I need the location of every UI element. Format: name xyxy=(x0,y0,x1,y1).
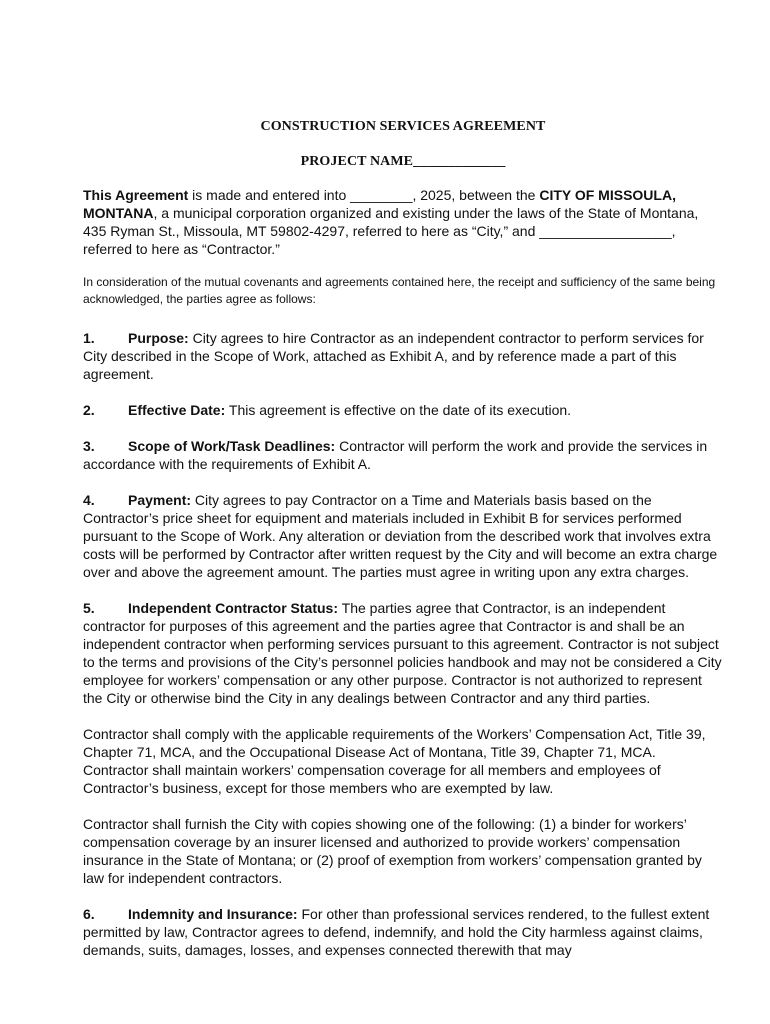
section-independent-contractor xyxy=(83,599,723,707)
consideration-paragraph: In consideration of the mutual covenants and agreements contained here, the receipt and sufficiency of the same being acknowledged, the parties agree as follows: xyxy=(83,275,716,306)
section-number: 4. xyxy=(83,492,95,508)
section-payment xyxy=(83,491,723,581)
intro-blank: _________________ xyxy=(539,223,672,239)
section-heading: Indemnity and Insurance: xyxy=(128,906,298,922)
section-heading: Scope of Work/Task Deadlines: xyxy=(128,438,336,454)
section-number: 6. xyxy=(83,906,95,922)
document-page xyxy=(83,118,723,959)
intro-part1: is made and entered into ________, 2025, between the xyxy=(188,187,540,203)
section-heading: Payment: xyxy=(128,492,192,508)
section-number: 5. xyxy=(83,600,95,616)
document-title: CONSTRUCTION SERVICES AGREEMENT xyxy=(260,119,546,134)
section-heading: Effective Date: xyxy=(128,402,226,418)
intro-part3: , referred to here as “Contractor.” xyxy=(83,223,676,257)
section-indemnity xyxy=(83,905,723,959)
section-text: This agreement is effective on the date of its execution. xyxy=(225,402,572,418)
workers-compensation-paragraph: Contractor shall comply with the applicable requirements of the Workers’ Compensation Act, Title 39, Chapter 71, MCA, and the Occupational Disease Act of Montana, Title 39, Chapter 71, MCA. Contractor shall maintain workers’ compensation coverage for all members and employees of Contractor’s business, except for those members who are exempted by law. xyxy=(83,726,706,796)
section-number: 2. xyxy=(83,402,95,418)
section-text: The parties agree that Contractor, is an independent contractor for purposes of this agreement and the parties agree that Contractor is and shall be an independent contractor when performing services pursuant to this agreement. Contractor is not subject to the terms and provisions of the City’s personnel policies handbook and may not be considered a City employee for workers’ compensation or any other purpose. Contractor is not authorized to represent the City or otherwise bind the City in any dealings between Contractor and any third parties. xyxy=(83,600,722,706)
project-name: PROJECT NAME_____________ xyxy=(300,154,506,169)
section-number: 1. xyxy=(83,330,95,346)
intro-part2: , a municipal corporation organized and existing under the laws of the State of Montana, 435 Ryman St., Missoula, MT 59802-4297, referred to here as “City,” and xyxy=(83,205,699,239)
section-number: 3. xyxy=(83,438,95,454)
section-scope-of-work xyxy=(83,437,723,473)
section-heading: Independent Contractor Status: xyxy=(128,600,339,616)
intro-city: CITY OF MISSOULA, MONTANA xyxy=(83,187,676,221)
section-heading: Purpose: xyxy=(128,330,189,346)
section-purpose xyxy=(83,329,723,383)
section-text: For other than professional services rendered, to the fullest extent permitted by law, Contractor agrees to defend, indemnify, and hold the City harmless against claims, demands, suits, damages, losses, and expenses connected therewith that may xyxy=(83,906,710,958)
intro-paragraph xyxy=(83,186,723,258)
furnish-copies-paragraph: Contractor shall furnish the City with copies showing one of the following: (1) a binder for workers’ compensation coverage by an insurer licensed and authorized to provide workers’ compensation insurance in the State of Montana; or (2) proof of exemption from workers’ compensation granted by law for independent contractors. xyxy=(83,816,702,886)
section-text: City agrees to hire Contractor as an independent contractor to perform services for City described in the Scope of Work, attached as Exhibit A, and by reference made a part of this agreement. xyxy=(83,330,704,382)
section-effective-date xyxy=(83,401,723,419)
intro-lead: This Agreement xyxy=(83,187,189,203)
section-text: City agrees to pay Contractor on a Time and Materials basis based on the Contractor’s price sheet for equipment and materials included in Exhibit B for services performed pursuant to the Scope of Work. Any alteration or deviation from the described work that involves extra costs will be performed by Contractor after written request by the City and will become an extra charge over and above the agreement amount. The parties must agree in writing upon any extra charges. xyxy=(83,492,718,580)
section-text: Contractor will perform the work and provide the services in accordance with the requirements of Exhibit A. xyxy=(83,438,708,472)
